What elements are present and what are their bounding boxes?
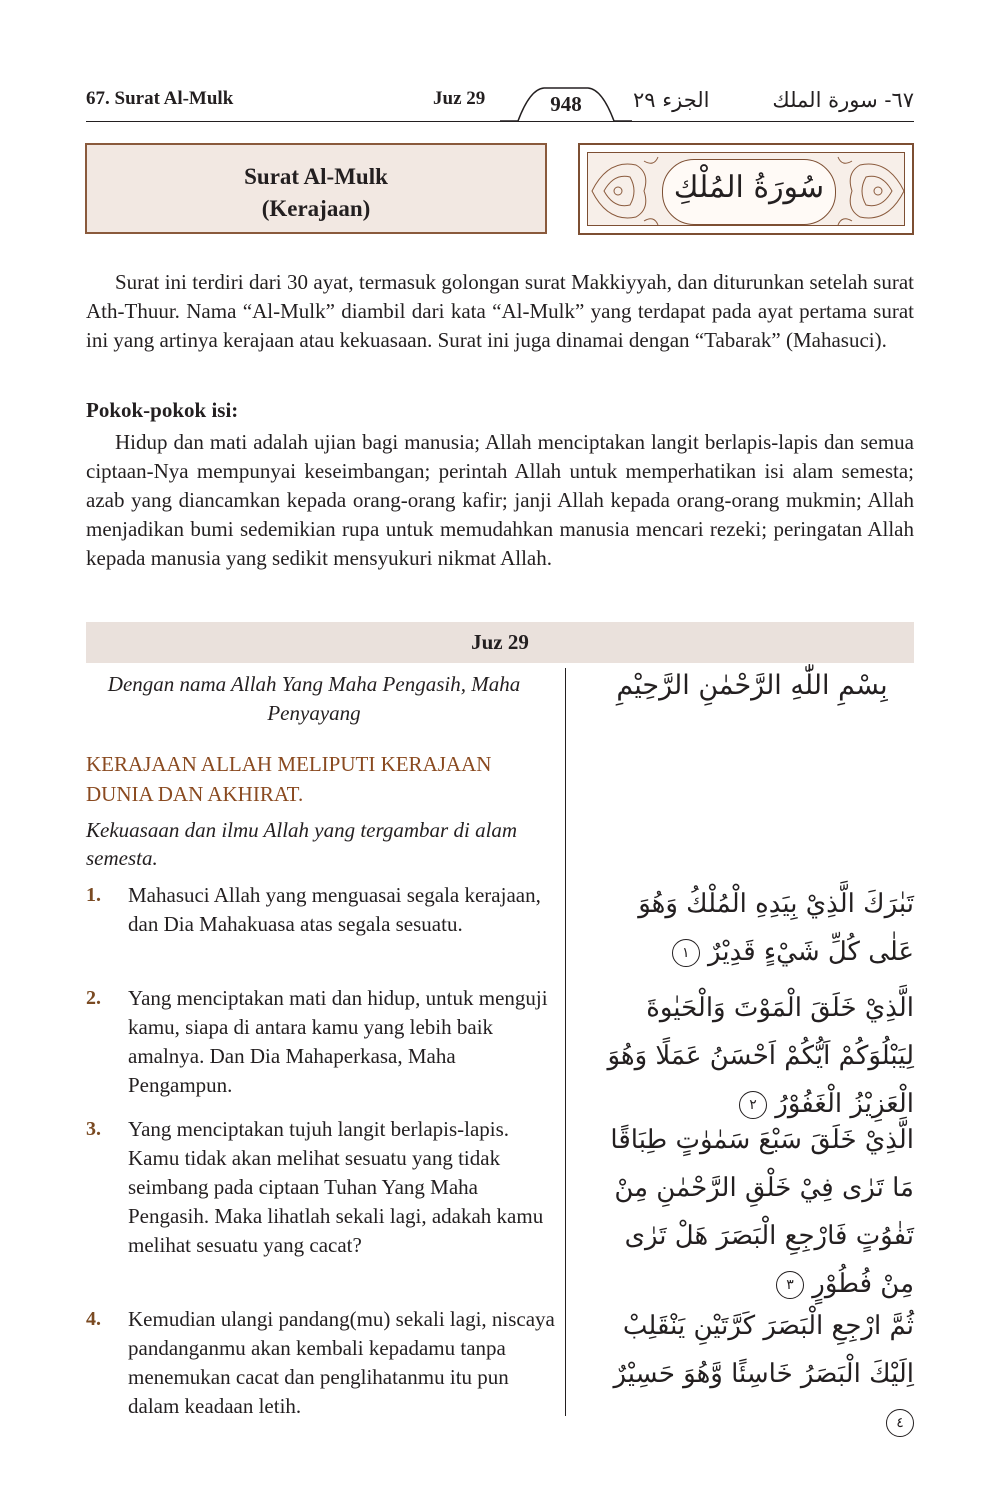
ornament-frame: [587, 152, 905, 226]
surah-name-calligraphy: سُورَةُ المُلْكِ: [673, 170, 825, 205]
surah-title-box: [85, 143, 547, 234]
header-rule: [86, 121, 914, 122]
section-subtitle: Kekuasaan dan ilmu Allah yang tergambar di alam semesta.: [86, 818, 518, 870]
juz-header-label: Juz 29: [433, 88, 486, 109]
surah-title: Surat Al-Mulk: [244, 164, 388, 189]
pokok-isi-heading: Pokok-pokok isi:: [86, 398, 239, 422]
pokok-isi-text: Hidup dan mati adalah ujian bagi manusia; Allah menciptakan langit berlapis-lapis dan semua ciptaan-Nya mempunyai keseimbangan; perintah Allah untuk memperhatikan isi alam semesta; azab yang diancamkan kepada orang-orang kafir; janji Allah kepada orang-orang mukmin; Allah menjadikan bumi sedemikian rupa untuk memudahkan manusia mencari rezeki; peringatan Allah kepada manusia yang sedikit mensyukuri nikmat Allah.: [86, 430, 914, 570]
verse-arabic-text: تَبٰرَكَ الَّذِيْ بِيَدِهِ الْمُلْكُ وَهُوَ عَلٰى كُلِّ شَيْءٍ قَدِيْرٌ: [638, 889, 914, 967]
verse-arabic: [596, 1116, 914, 1308]
ayah-end-marker: ١: [672, 939, 700, 967]
verse-number: 4.: [86, 1308, 101, 1330]
section-title: KERAJAAN ALLAH MELIPUTI KERAJAAN DUNIA DAN AKHIRAT.: [86, 752, 492, 806]
verse-arabic-text: الَّذِيْ خَلَقَ الْمَوْتَ وَالْحَيٰوةَ لِيَبْلُوَكُمْ اَيُّكُمْ اَحْسَنُ عَمَلًا وَهُوَ الْعَزِيْزُ الْغَفُوْرُ: [607, 993, 914, 1119]
basmalah-arabic: بِسْمِ اللّٰهِ الرَّحْمٰنِ الرَّحِيْمِ: [616, 670, 888, 701]
verse-arabic: [596, 1302, 914, 1446]
surah-header-label: 67. Surat Al-Mulk: [86, 88, 234, 109]
verse-number: 3.: [86, 1118, 101, 1140]
surah-calligraphy-panel: [578, 143, 914, 235]
verse-number: 1.: [86, 884, 101, 906]
ayah-end-marker: ٤: [886, 1409, 914, 1437]
verse-arabic: [596, 880, 914, 976]
verse-translation: Yang menciptakan tujuh langit berlapis-lapis. Kamu tidak akan melihat sesuatu yang tidak seimbang pada ciptaan Tuhan Yang Maha Pengasih. Maka lihatlah sekali lagi, adakah kamu melihat sesuatu yang cacat?: [128, 1117, 544, 1257]
ayah-end-marker: ٣: [776, 1271, 804, 1299]
verse-translation: Yang menciptakan mati dan hidup, untuk menguji kamu, siapa di antara kamu yang lebih baik amalnya. Dan Dia Mahaperkasa, Maha Pengampun.: [128, 986, 548, 1097]
verse-number: 2.: [86, 987, 101, 1009]
verse-arabic: [596, 984, 914, 1128]
basmalah-translation: Dengan nama Allah Yang Maha Pengasih, Maha Penyayang: [107, 672, 521, 725]
ayah-end-marker: ٢: [739, 1091, 767, 1119]
verse-arabic-text: ثُمَّ ارْجِعِ الْبَصَرَ كَرَّتَيْنِ يَنْقَلِبْ اِلَيْكَ الْبَصَرُ خَاسِئًا وَّهُوَ حَسِيْرٌ: [613, 1311, 914, 1389]
surah-subtitle: (Kerajaan): [261, 196, 371, 221]
verse-translation: Mahasuci Allah yang menguasai segala kerajaan, dan Dia Mahakuasa atas segala sesuatu.: [128, 883, 541, 936]
verse-translation: Kemudian ulangi pandang(mu) sekali lagi, niscaya pandanganmu akan kembali kepadamu tanpa menemukan cacat dan penglihatanmu itu pun dalam keadaan letih.: [128, 1307, 555, 1418]
column-divider: [565, 668, 566, 1416]
surah-introduction: Surat ini terdiri dari 30 ayat, termasuk golongan surat Makkiyyah, dan diturunkan setelah surat Ath-Thuur. Nama “Al-Mulk” diambil dari kata “Al-Mulk” yang terdapat pada ayat pertama surat ini yang artinya kerajaan atau kekuasaan. Surat ini juga dinamai dengan “Tabarak” (Mahasuci).: [86, 270, 914, 352]
calligraphy-cartouche: [662, 159, 836, 225]
arabic-surah-label: ٦٧- سورة الملك: [772, 88, 914, 112]
arabic-juz-label: الجزء ٢٩: [633, 88, 710, 112]
page-number: 948: [550, 92, 582, 116]
juz-banner: Juz 29: [86, 622, 914, 663]
verse-arabic-text: الَّذِيْ خَلَقَ سَبْعَ سَمٰوٰتٍ طِبَاقًا مَا تَرٰى فِيْ خَلْقِ الرَّحْمٰنِ مِنْ تَفٰوُتٍ فَارْجِعِ الْبَصَرَ هَلْ تَرٰى مِنْ فُطُوْرٍ: [610, 1125, 914, 1299]
